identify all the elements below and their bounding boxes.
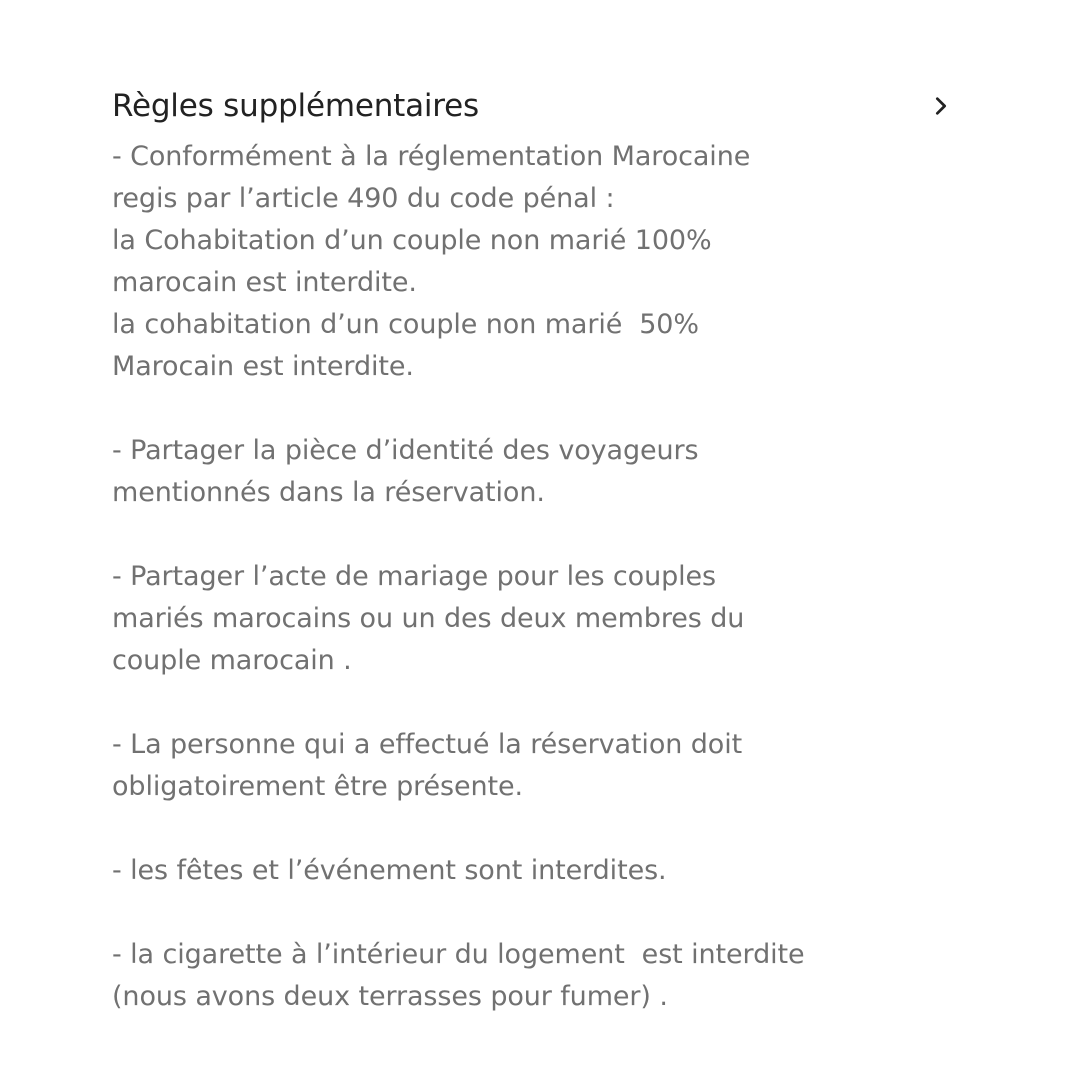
rule-line: - les fêtes et l’événement sont interdites. bbox=[112, 855, 667, 886]
rule-line: mentionnés dans la réservation. bbox=[112, 477, 545, 508]
blank-line bbox=[112, 808, 962, 850]
rule-line: - Partager la pièce d’identité des voyageurs bbox=[112, 435, 699, 466]
rules-text bbox=[112, 136, 962, 1018]
rule-line: mariés marocains ou un des deux membres du bbox=[112, 603, 745, 634]
rule-line: - Conformément à la réglementation Marocaine bbox=[112, 141, 751, 172]
blank-line bbox=[112, 892, 962, 934]
blank-line bbox=[112, 682, 962, 724]
blank-line bbox=[112, 514, 962, 556]
rule-line: - La personne qui a effectué la réservation doit bbox=[112, 729, 743, 760]
additional-rules-header[interactable] bbox=[112, 80, 962, 132]
rule-line: regis par l’article 490 du code pénal : bbox=[112, 183, 615, 214]
rule-line: - la cigarette à l’intérieur du logement est interdite bbox=[112, 939, 805, 970]
rule-line: obligatoirement être présente. bbox=[112, 771, 523, 802]
rule-line: couple marocain . bbox=[112, 645, 352, 676]
chevron-right-icon[interactable] bbox=[926, 91, 956, 121]
rule-line: (nous avons deux terrasses pour fumer) . bbox=[112, 981, 668, 1012]
additional-rules-section bbox=[112, 80, 962, 1018]
rule-line: - Partager l’acte de mariage pour les couples bbox=[112, 561, 717, 592]
blank-line bbox=[112, 388, 962, 430]
rule-line: la cohabitation d’un couple non marié 50% bbox=[112, 309, 699, 340]
rule-line: la Cohabitation d’un couple non marié 100% bbox=[112, 225, 712, 256]
rule-line: marocain est interdite. bbox=[112, 267, 417, 298]
section-title: Règles supplémentaires bbox=[112, 88, 479, 124]
rule-line: Marocain est interdite. bbox=[112, 351, 414, 382]
